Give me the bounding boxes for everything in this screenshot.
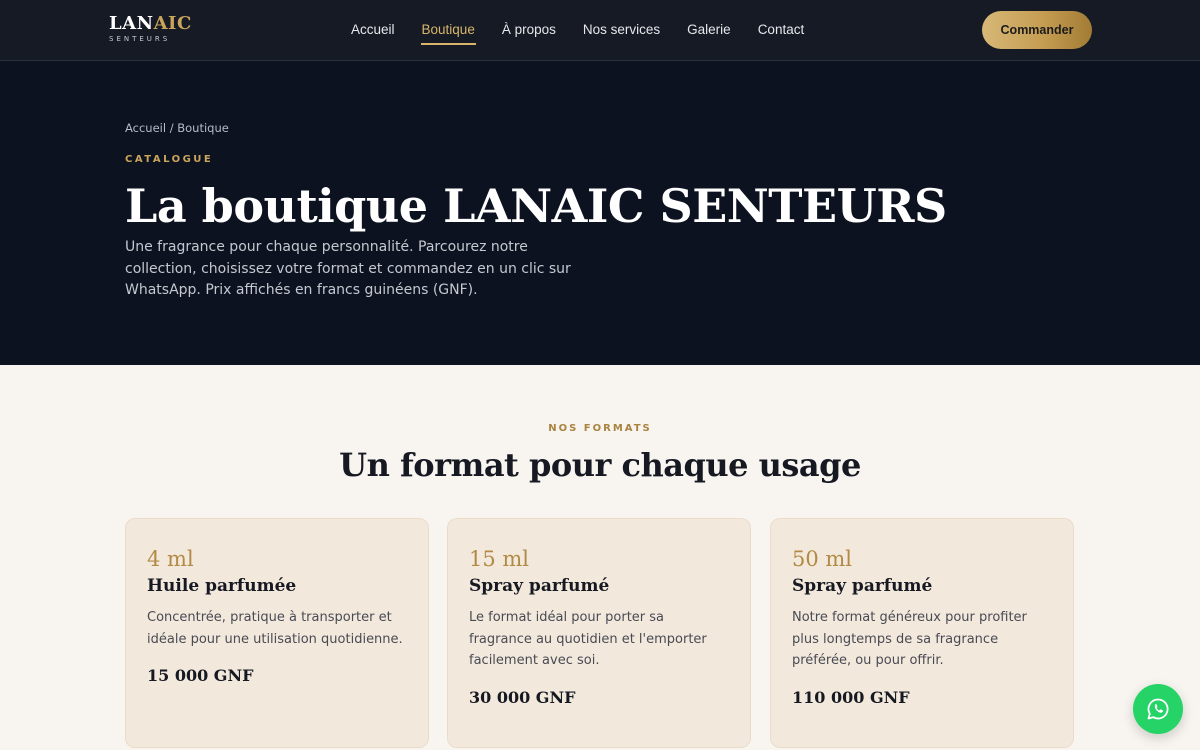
nav-item-contact[interactable]: Contact — [757, 22, 805, 37]
formats-title: Un format pour chaque usage — [339, 446, 861, 484]
format-description: Le format idéal pour porter sa fragrance au quotidien et l'emporter facilement avec soi. — [469, 610, 707, 668]
logo-wordmark-accent: AIC — [153, 13, 192, 34]
order-button[interactable]: Commander — [982, 11, 1092, 49]
breadcrumb[interactable]: Accueil / Boutique — [125, 121, 229, 135]
format-name: Spray parfumé — [469, 576, 610, 596]
format-card-50ml — [770, 518, 1074, 748]
format-card-4ml — [125, 518, 429, 748]
format-price: 15 000 GNF — [147, 666, 254, 685]
nav-item-boutique[interactable]: Boutique — [422, 0, 475, 61]
format-description: Concentrée, pratique à transporter et idéale pour une utilisation quotidienne. — [147, 610, 403, 647]
whatsapp-button[interactable] — [1133, 684, 1183, 734]
format-name: Spray parfumé — [792, 576, 933, 596]
hero-section — [0, 61, 1200, 365]
format-price: 30 000 GNF — [469, 687, 576, 707]
hero-eyebrow: CATALOGUE — [125, 154, 214, 165]
whatsapp-icon — [1146, 697, 1170, 721]
format-size: 4 ml — [147, 547, 194, 571]
format-size: 50 ml — [792, 547, 853, 571]
format-name: Huile parfumée — [147, 576, 297, 596]
top-navbar — [0, 0, 1200, 61]
nav-item-a-propos[interactable]: À propos — [501, 22, 556, 37]
nav-item-accueil[interactable]: Accueil — [351, 22, 395, 37]
format-card-15ml — [447, 518, 751, 748]
nav-item-galerie[interactable]: Galerie — [687, 22, 731, 37]
main-nav — [351, 0, 831, 61]
logo-wordmark — [109, 14, 192, 34]
formats-eyebrow: NOS FORMATS — [548, 423, 652, 434]
format-description: Notre format généreux pour profiter plus longtemps de sa fragrance préférée, ou pour offrir. — [792, 610, 1027, 668]
hero-description: Une fragrance pour chaque personnalité. Parcourez notre collection, choisissez votre format et commandez en un clic sur WhatsApp. Prix affichés en francs guinéens (GNF). — [125, 239, 571, 298]
nav-item-nos-services[interactable]: Nos services — [582, 22, 661, 37]
logo-tagline: SENTEURS — [109, 35, 171, 43]
brand-logo[interactable] — [109, 14, 192, 44]
format-price: 110 000 GNF — [792, 687, 910, 707]
logo-wordmark-part: LAN — [109, 13, 154, 34]
page-title: La boutique LANAIC SENTEURS — [125, 179, 947, 233]
format-size: 15 ml — [469, 547, 530, 571]
